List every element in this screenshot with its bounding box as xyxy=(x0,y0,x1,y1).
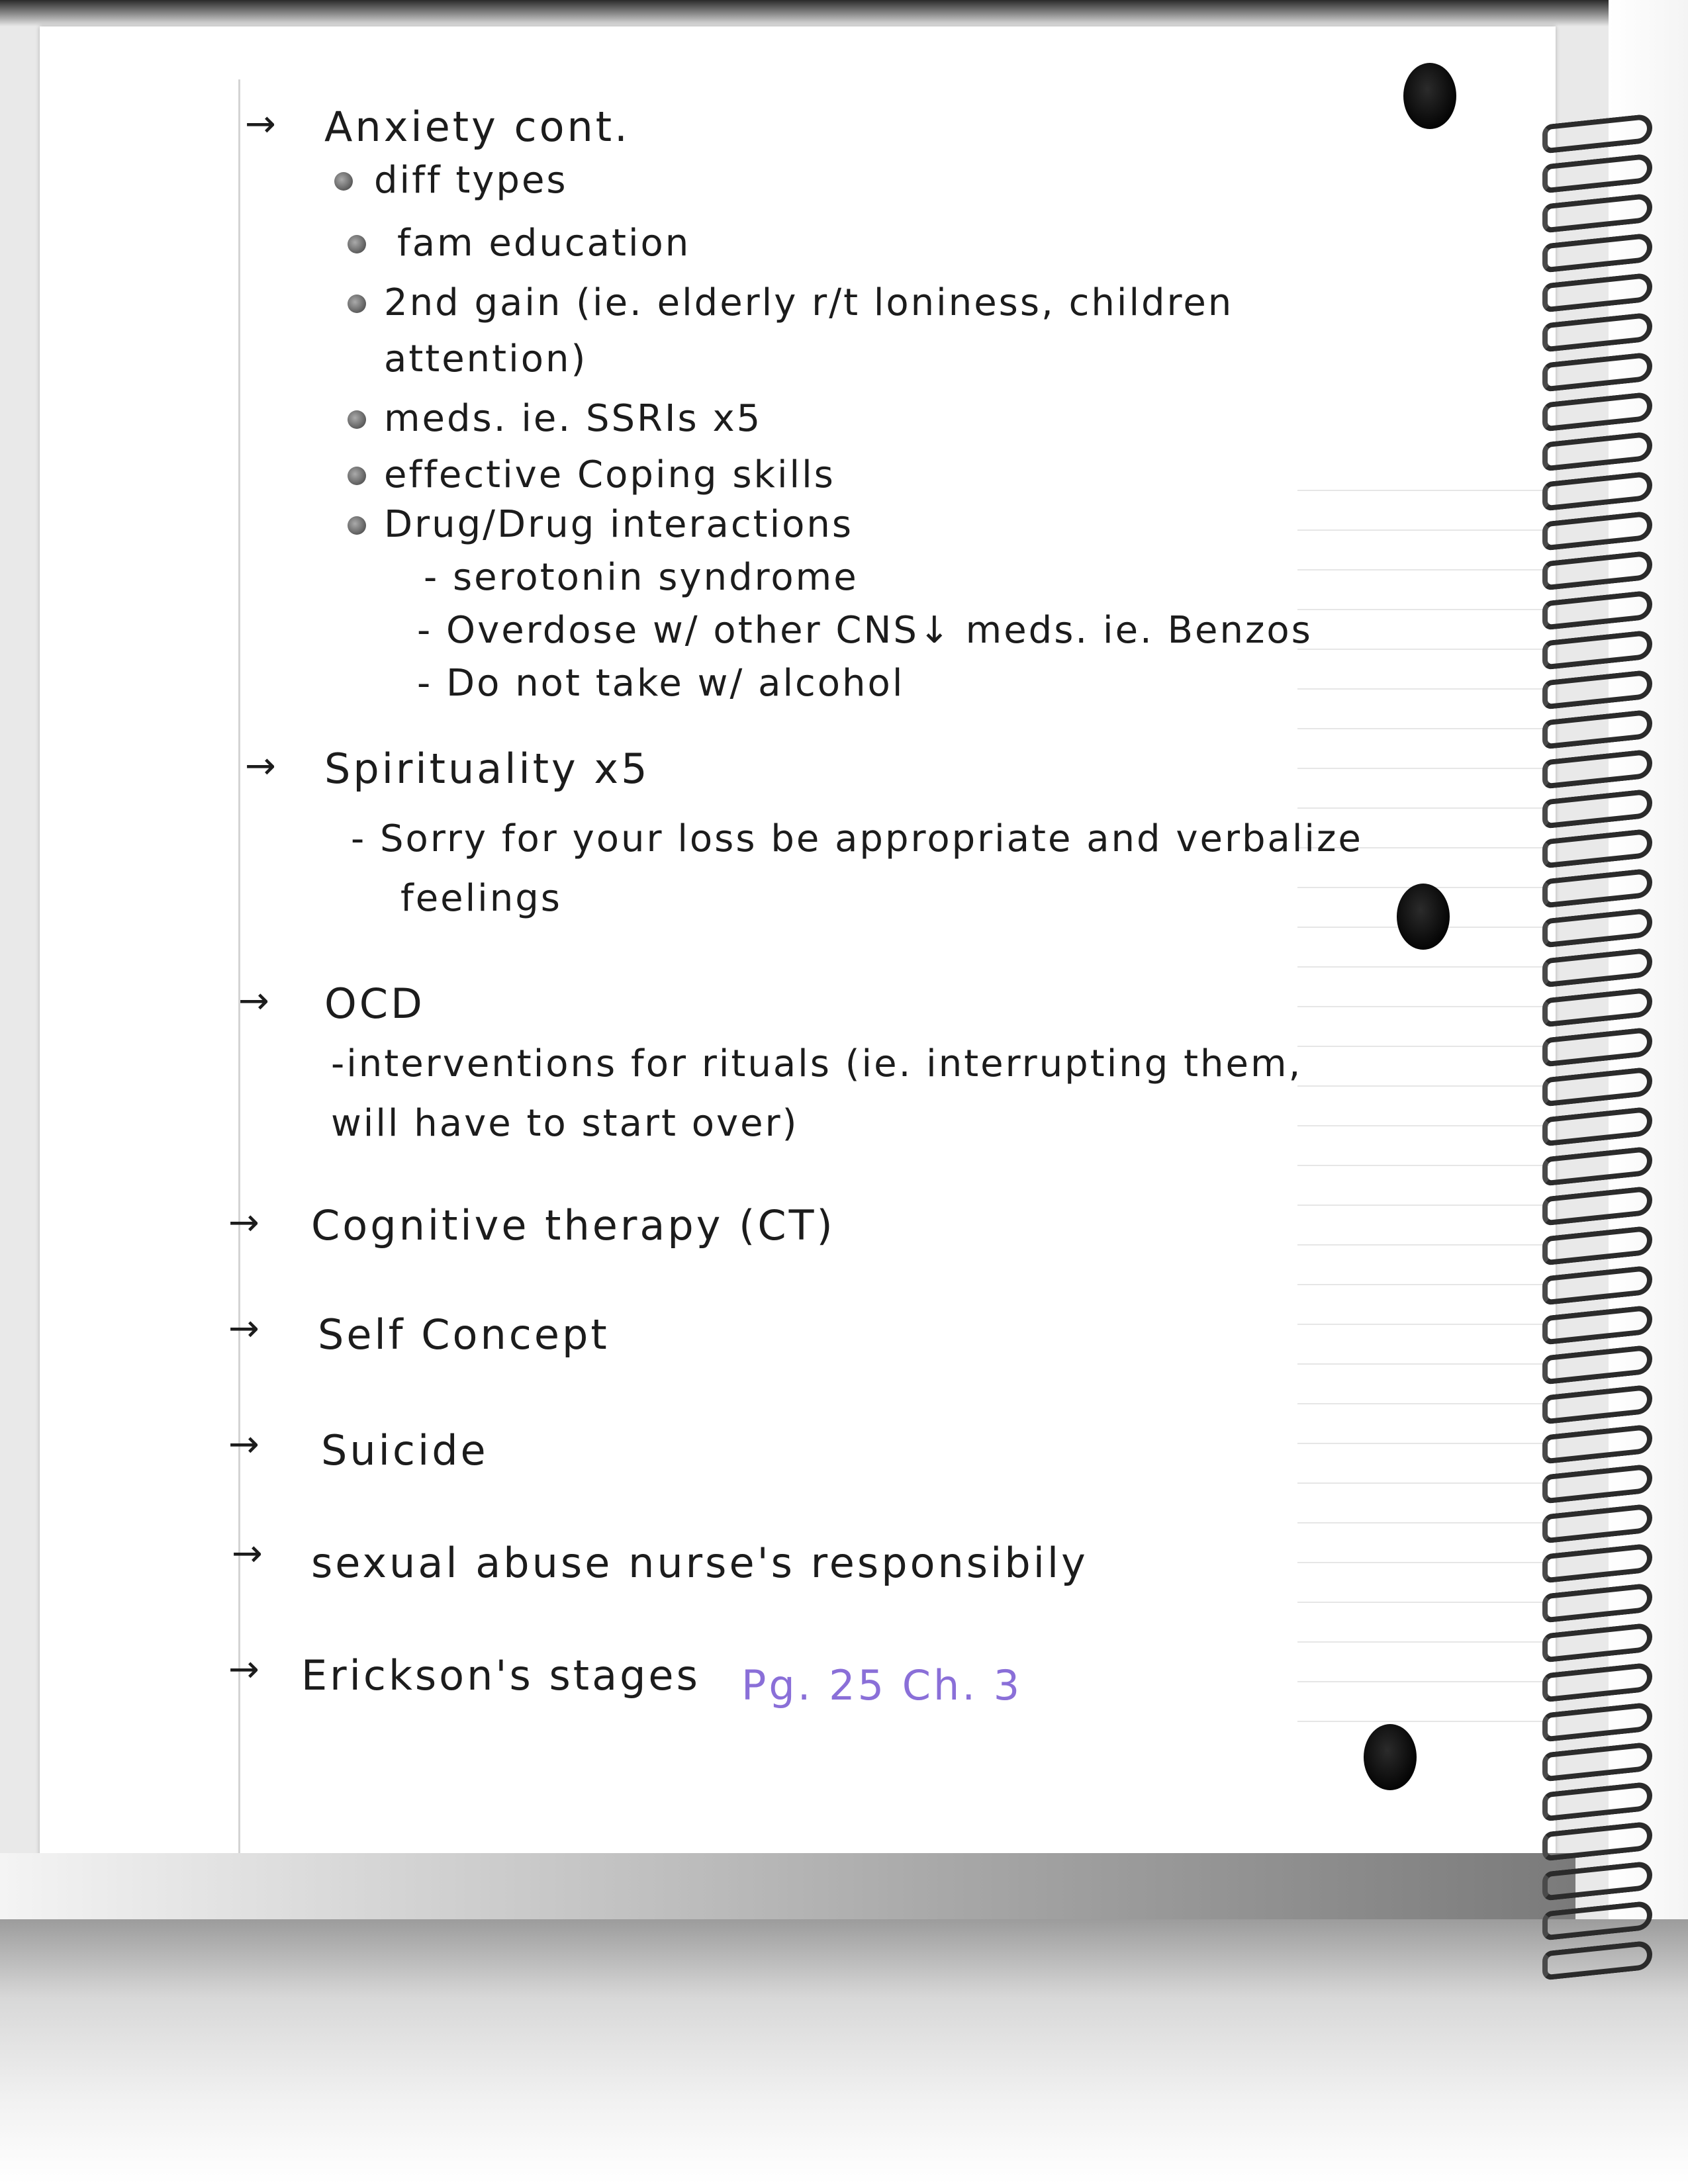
spiral-coil xyxy=(1542,113,1652,154)
cognitive-heading: Cognitive therapy (CT) xyxy=(311,1201,835,1250)
spiral-coil xyxy=(1542,907,1652,948)
arrow-icon: → xyxy=(245,103,276,146)
spiral-coil xyxy=(1542,391,1652,432)
ruled-line xyxy=(1297,1046,1549,1047)
ruled-line xyxy=(1297,1721,1549,1722)
ruled-line xyxy=(1297,1641,1549,1643)
spiral-coil xyxy=(1542,749,1652,789)
spiral-binding xyxy=(1542,119,1675,2005)
ruled-line xyxy=(1297,768,1549,769)
anxiety-item: meds. ie. SSRIs x5 xyxy=(384,397,763,440)
ruled-line xyxy=(1297,807,1549,809)
ruled-line xyxy=(1297,1165,1549,1166)
ruled-line xyxy=(1297,1681,1549,1682)
spiral-coil xyxy=(1542,1146,1652,1186)
spiral-coil xyxy=(1542,431,1652,471)
scanner-top-edge xyxy=(0,0,1688,26)
suicide-heading: Suicide xyxy=(321,1426,489,1475)
ruled-line xyxy=(1297,1522,1549,1524)
ruled-line xyxy=(1297,966,1549,968)
ruled-line xyxy=(1297,1443,1549,1444)
arrow-icon: → xyxy=(232,1532,263,1575)
ruled-line xyxy=(1297,569,1549,570)
ruled-line xyxy=(1297,728,1549,729)
spiral-coil xyxy=(1542,987,1652,1027)
ruled-line xyxy=(1297,1205,1549,1206)
anxiety-item-continuation: attention) xyxy=(384,338,588,381)
spiral-coil xyxy=(1542,1860,1652,1901)
punch-hole xyxy=(1403,63,1456,129)
spirituality-line: - Sorry for your loss be appropriate and verbalize xyxy=(351,817,1363,860)
spiral-coil xyxy=(1542,868,1652,908)
ruled-line xyxy=(1297,1006,1549,1007)
ruled-line xyxy=(1297,1562,1549,1563)
arrow-icon: → xyxy=(238,979,269,1023)
spiral-coil xyxy=(1542,1622,1652,1662)
spiral-coil xyxy=(1542,351,1652,392)
ruled-line xyxy=(1297,609,1549,610)
anxiety-item: diff types xyxy=(374,159,568,202)
spiral-coil xyxy=(1542,312,1652,352)
spiral-coil xyxy=(1542,1424,1652,1464)
spirituality-heading: Spirituality x5 xyxy=(324,745,650,793)
spiral-coil xyxy=(1542,471,1652,511)
ruled-line xyxy=(1297,1602,1549,1603)
spiral-coil xyxy=(1542,1781,1652,1821)
ocd-line: will have to start over) xyxy=(331,1102,799,1145)
spiral-coil xyxy=(1542,1026,1652,1067)
spiral-coil xyxy=(1542,1582,1652,1623)
spiral-coil xyxy=(1542,1066,1652,1107)
arrow-icon: → xyxy=(228,1423,259,1466)
spiral-coil xyxy=(1542,1384,1652,1424)
sexual-abuse-heading: sexual abuse nurse's responsibily xyxy=(311,1539,1088,1587)
spiral-coil xyxy=(1542,153,1652,193)
anxiety-item: 2nd gain (ie. elderly r/t loniness, children xyxy=(384,281,1234,324)
anxiety-item: effective Coping skills xyxy=(384,453,835,496)
spiral-coil xyxy=(1542,1543,1652,1583)
spiral-coil xyxy=(1542,1702,1652,1742)
spiral-coil xyxy=(1542,1463,1652,1504)
spiral-coil xyxy=(1542,1304,1652,1345)
bullet-icon xyxy=(348,410,366,429)
self-concept-heading: Self Concept xyxy=(318,1310,610,1359)
arrow-icon: → xyxy=(228,1307,259,1350)
ruled-line xyxy=(1297,1125,1549,1126)
spiral-coil xyxy=(1542,1821,1652,1861)
spiral-coil xyxy=(1542,669,1652,709)
ruled-line xyxy=(1297,490,1549,491)
spiral-coil xyxy=(1542,1741,1652,1782)
anxiety-sub-item: - Do not take w/ alcohol xyxy=(417,662,905,705)
spiral-coil xyxy=(1542,1662,1652,1702)
spiral-coil xyxy=(1542,1185,1652,1226)
anxiety-item: fam education xyxy=(397,222,691,265)
punch-hole xyxy=(1364,1724,1417,1790)
spiral-coil xyxy=(1542,510,1652,551)
ruled-line xyxy=(1297,688,1549,690)
anxiety-heading: Anxiety cont. xyxy=(324,103,630,151)
spiral-coil xyxy=(1542,1503,1652,1543)
spiral-coil xyxy=(1542,1900,1652,1940)
spiral-coil xyxy=(1542,828,1652,868)
erickson-page-reference: Pg. 25 Ch. 3 xyxy=(741,1661,1023,1709)
ruled-line xyxy=(1297,1363,1549,1365)
spiral-coil xyxy=(1542,1940,1652,1980)
arrow-icon: → xyxy=(245,745,276,788)
ruled-line xyxy=(1297,529,1549,531)
bullet-icon xyxy=(348,235,366,253)
bullet-icon xyxy=(348,467,366,485)
erickson-heading: Erickson's stages xyxy=(301,1651,700,1700)
ruled-line xyxy=(1297,649,1549,650)
spiral-coil xyxy=(1542,1344,1652,1385)
punch-hole xyxy=(1397,884,1450,950)
arrow-icon: → xyxy=(228,1648,259,1691)
notebook-page xyxy=(40,26,1556,1919)
spiral-coil xyxy=(1542,709,1652,749)
spiral-coil xyxy=(1542,232,1652,273)
ocd-heading: OCD xyxy=(324,979,425,1028)
anxiety-sub-item: - serotonin syndrome xyxy=(424,556,859,599)
ruled-line xyxy=(1297,1284,1549,1285)
spiral-coil xyxy=(1542,1106,1652,1146)
ruled-line xyxy=(1297,1085,1549,1087)
bullet-icon xyxy=(334,172,353,191)
scanner-bottom-edge xyxy=(0,1919,1688,2184)
spiral-coil xyxy=(1542,590,1652,630)
spiral-coil xyxy=(1542,272,1652,312)
anxiety-item: Drug/Drug interactions xyxy=(384,503,854,546)
ruled-line xyxy=(1297,1244,1549,1246)
spirituality-line: feelings xyxy=(400,877,562,920)
ruled-line xyxy=(1297,1324,1549,1325)
ruled-line xyxy=(1297,1403,1549,1404)
spiral-coil xyxy=(1542,1225,1652,1265)
spiral-coil xyxy=(1542,550,1652,590)
spiral-coil xyxy=(1542,1265,1652,1305)
spiral-coil xyxy=(1542,193,1652,233)
spiral-coil xyxy=(1542,788,1652,829)
ocd-line: -interventions for rituals (ie. interrupting them, xyxy=(331,1042,1303,1085)
bullet-icon xyxy=(348,516,366,535)
bullet-icon xyxy=(348,295,366,313)
anxiety-sub-item: - Overdose w/ other CNS↓ meds. ie. Benzos xyxy=(417,609,1313,652)
spiral-coil xyxy=(1542,629,1652,670)
spiral-coil xyxy=(1542,947,1652,987)
ruled-line xyxy=(1297,1482,1549,1484)
arrow-icon: → xyxy=(228,1201,259,1244)
